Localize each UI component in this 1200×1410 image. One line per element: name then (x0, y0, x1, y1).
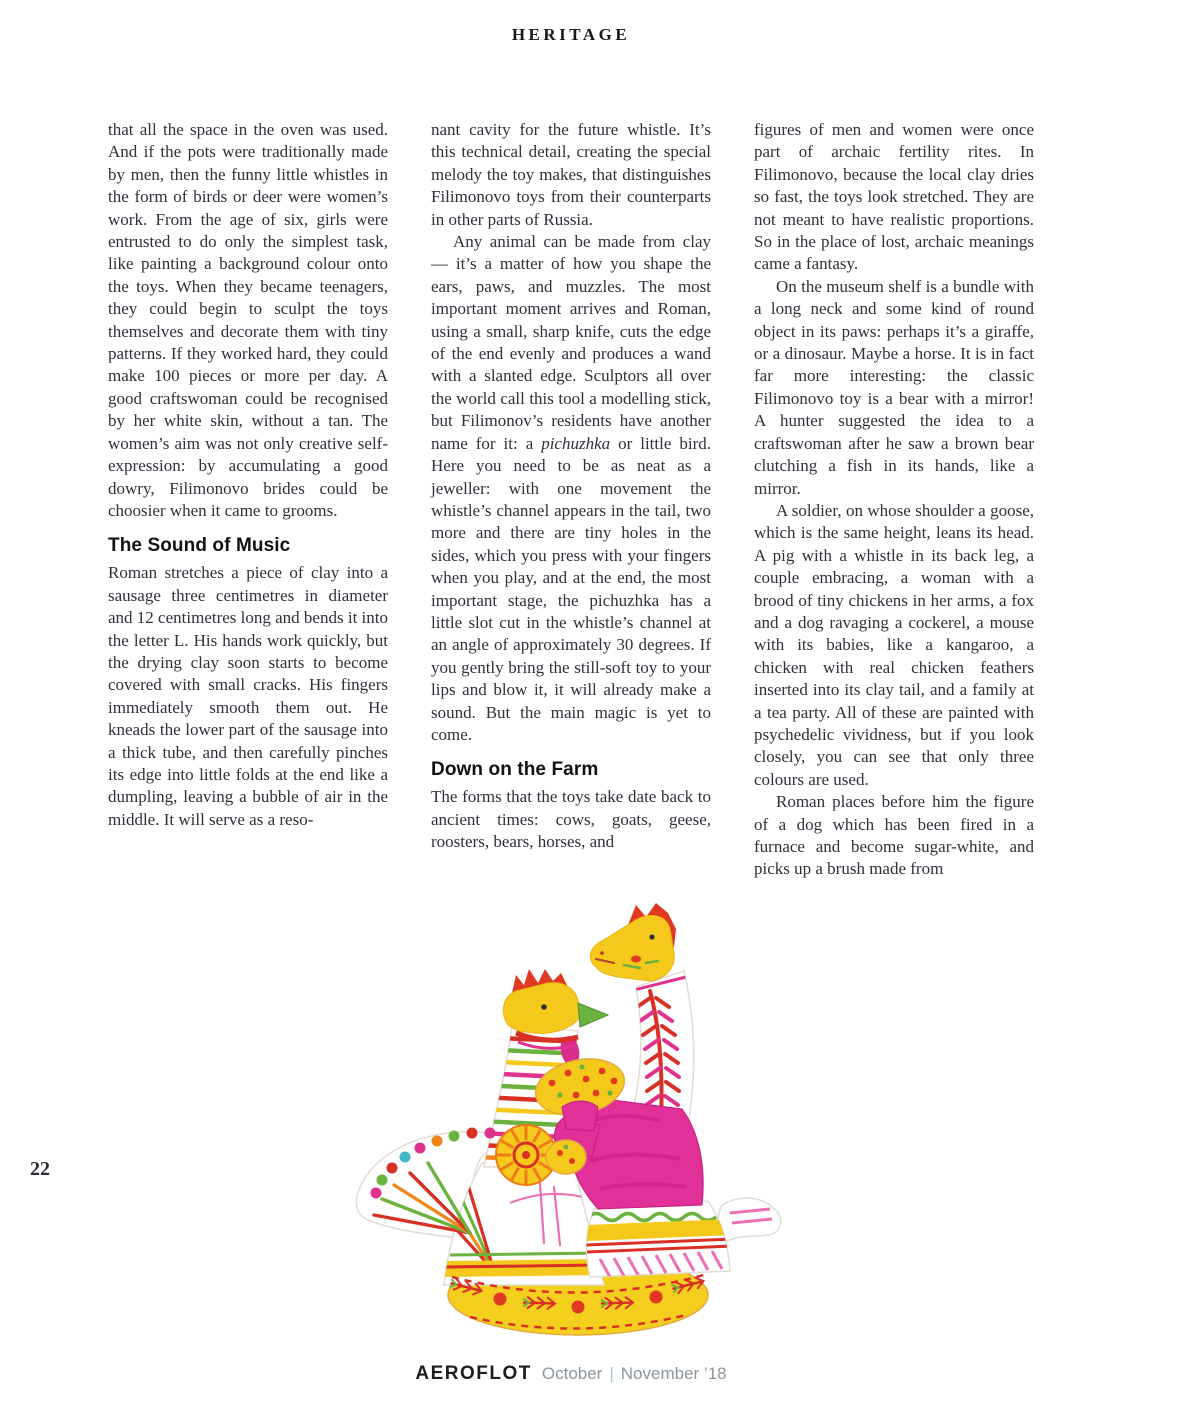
subheading-down-on-the-farm: Down on the Farm (431, 759, 599, 781)
giraffe-head (590, 903, 676, 981)
filimonovo-toys-image (330, 903, 810, 1345)
rooster-beak (578, 1003, 608, 1027)
toy-photo-illustration (330, 903, 810, 1345)
text-column-2 (431, 119, 711, 881)
paragraph-text: Any animal can be made from clay — it’s a matter of how you shape the ears, paws, and muzzles. The most important moment arrives and Roman, using a small, sharp knife, cuts the edge of the end evenly and produces a wand with a slanted edge. Sculptors all over the world call this tool a modelling stick, but Filimonov’s residents have another name for it: a (431, 232, 711, 453)
paragraph: that all the space in the oven was used. And if the pots were traditionally made by men, then the funny little whistles in the form of birds or deer were women’s work. From the age of six, girls were entrusted to do only the simplest task, like painting a background colour onto the toys. When they became teenagers, they could begin to sculpt the toys themselves and decorate them with tiny patterns. If they worked hard, they could make 100 pieces or more per day. A good craftswoman could be recognised by her white skin, without a tan. The women’s aim was not only creative self-expression: by accumulating a good dowry, Filimonovo brides could be choosier when it came to grooms. (108, 120, 388, 520)
paragraph: nant cavity for the future whistle. It’s this technical detail, creating the special melody the toy makes, that distinguishes Filimonovo toys from their counterparts in other parts of Russia. (431, 120, 711, 229)
section-label: HERITAGE (511, 25, 631, 44)
paragraph: A soldier, on whose shoulder a goose, which is the same height, leans its head. A pig with a whistle in its back leg, a couple embracing, a woman with a brood of tiny chickens in her arms, a fox and a dog ravaging a cockerel, a mouse with its babies, like a kangaroo, a chicken with real chicken feathers inserted into its clay tail, and a family at a tea party. All of these are painted with psychedelic vividness, but if you look closely, you can see that only three colours are used. (754, 500, 1034, 789)
footer-brand-logo: AEROFLOT (415, 1363, 532, 1384)
page-footer (108, 1363, 1034, 1385)
paragraph-text: or little bird. Here you need to be as neat as a jeweller: with one movement the whistle’s channel appears in the tail, two more and there are tiny holes in the sides, which you press with your fingers when you play, and at the end, the most important stage, the pichuzhka has a little slot cut in the whistle’s channel at an angle of approximately 30 degrees. If you gently bring the still-soft toy to your lips and blow it, it will already make a sound. But the main magic is yet to come. (431, 433, 711, 744)
paragraph: The forms that the toys take date back to ancient times: cows, goats, geese, roosters, bears, horses, and (431, 787, 711, 852)
rooster-eye (541, 1004, 547, 1010)
giraffe-eye (649, 934, 654, 939)
article-body (108, 119, 1034, 881)
paragraph: On the museum shelf is a bundle with a long neck and some kind of round object in its paws: perhaps it’s a giraffe, or a dinosaur. Maybe a horse. It is in fact far more interesting: the classic Filimonovo toy is a bear with a mirror! A hunter suggested the idea to a craftswoman after he saw a brown bear clutching a fish in its hands, like a mirror. (754, 276, 1034, 498)
text-column-3 (754, 119, 1034, 881)
subheading-sound-of-music: The Sound of Music (108, 535, 291, 557)
section-header (108, 25, 1034, 45)
paragraph: Roman stretches a piece of clay into a sausage three centimetres in diameter and 12 centimetres long and bends it into the letter L. His hands work quickly, but the drying clay soon starts to become covered with small cracks. His fingers immediately smooth them out. He kneads the lower part of the sausage into a thick tube, and then carefully pinches its edge into little folds at the end like a dumpling, leaving a bubble of air in the middle. It will serve as a reso- (108, 563, 388, 829)
footer-issue-right: November ’18 (620, 1364, 727, 1383)
italic-term-pichuzhka: pichuzhka (541, 433, 611, 453)
page-number: 22 (30, 1158, 50, 1180)
issue-separator: | (609, 1364, 614, 1383)
paragraph (431, 231, 711, 746)
paragraph: Roman places before him the figure of a dog which has been fired in a furnace and become sugar-white, and picks up a brush made from (754, 792, 1034, 879)
text-column-1 (108, 119, 388, 881)
footer-issue-left: October (541, 1364, 603, 1383)
footer-issue (542, 1364, 727, 1383)
paragraph: figures of men and women were once part of archaic fertility rites. In Filimonovo, because the local clay dries so fast, the toys look stretched. They are not meant to have realistic proportions. So in the place of lost, archaic meanings came a fantasy. (754, 120, 1034, 274)
